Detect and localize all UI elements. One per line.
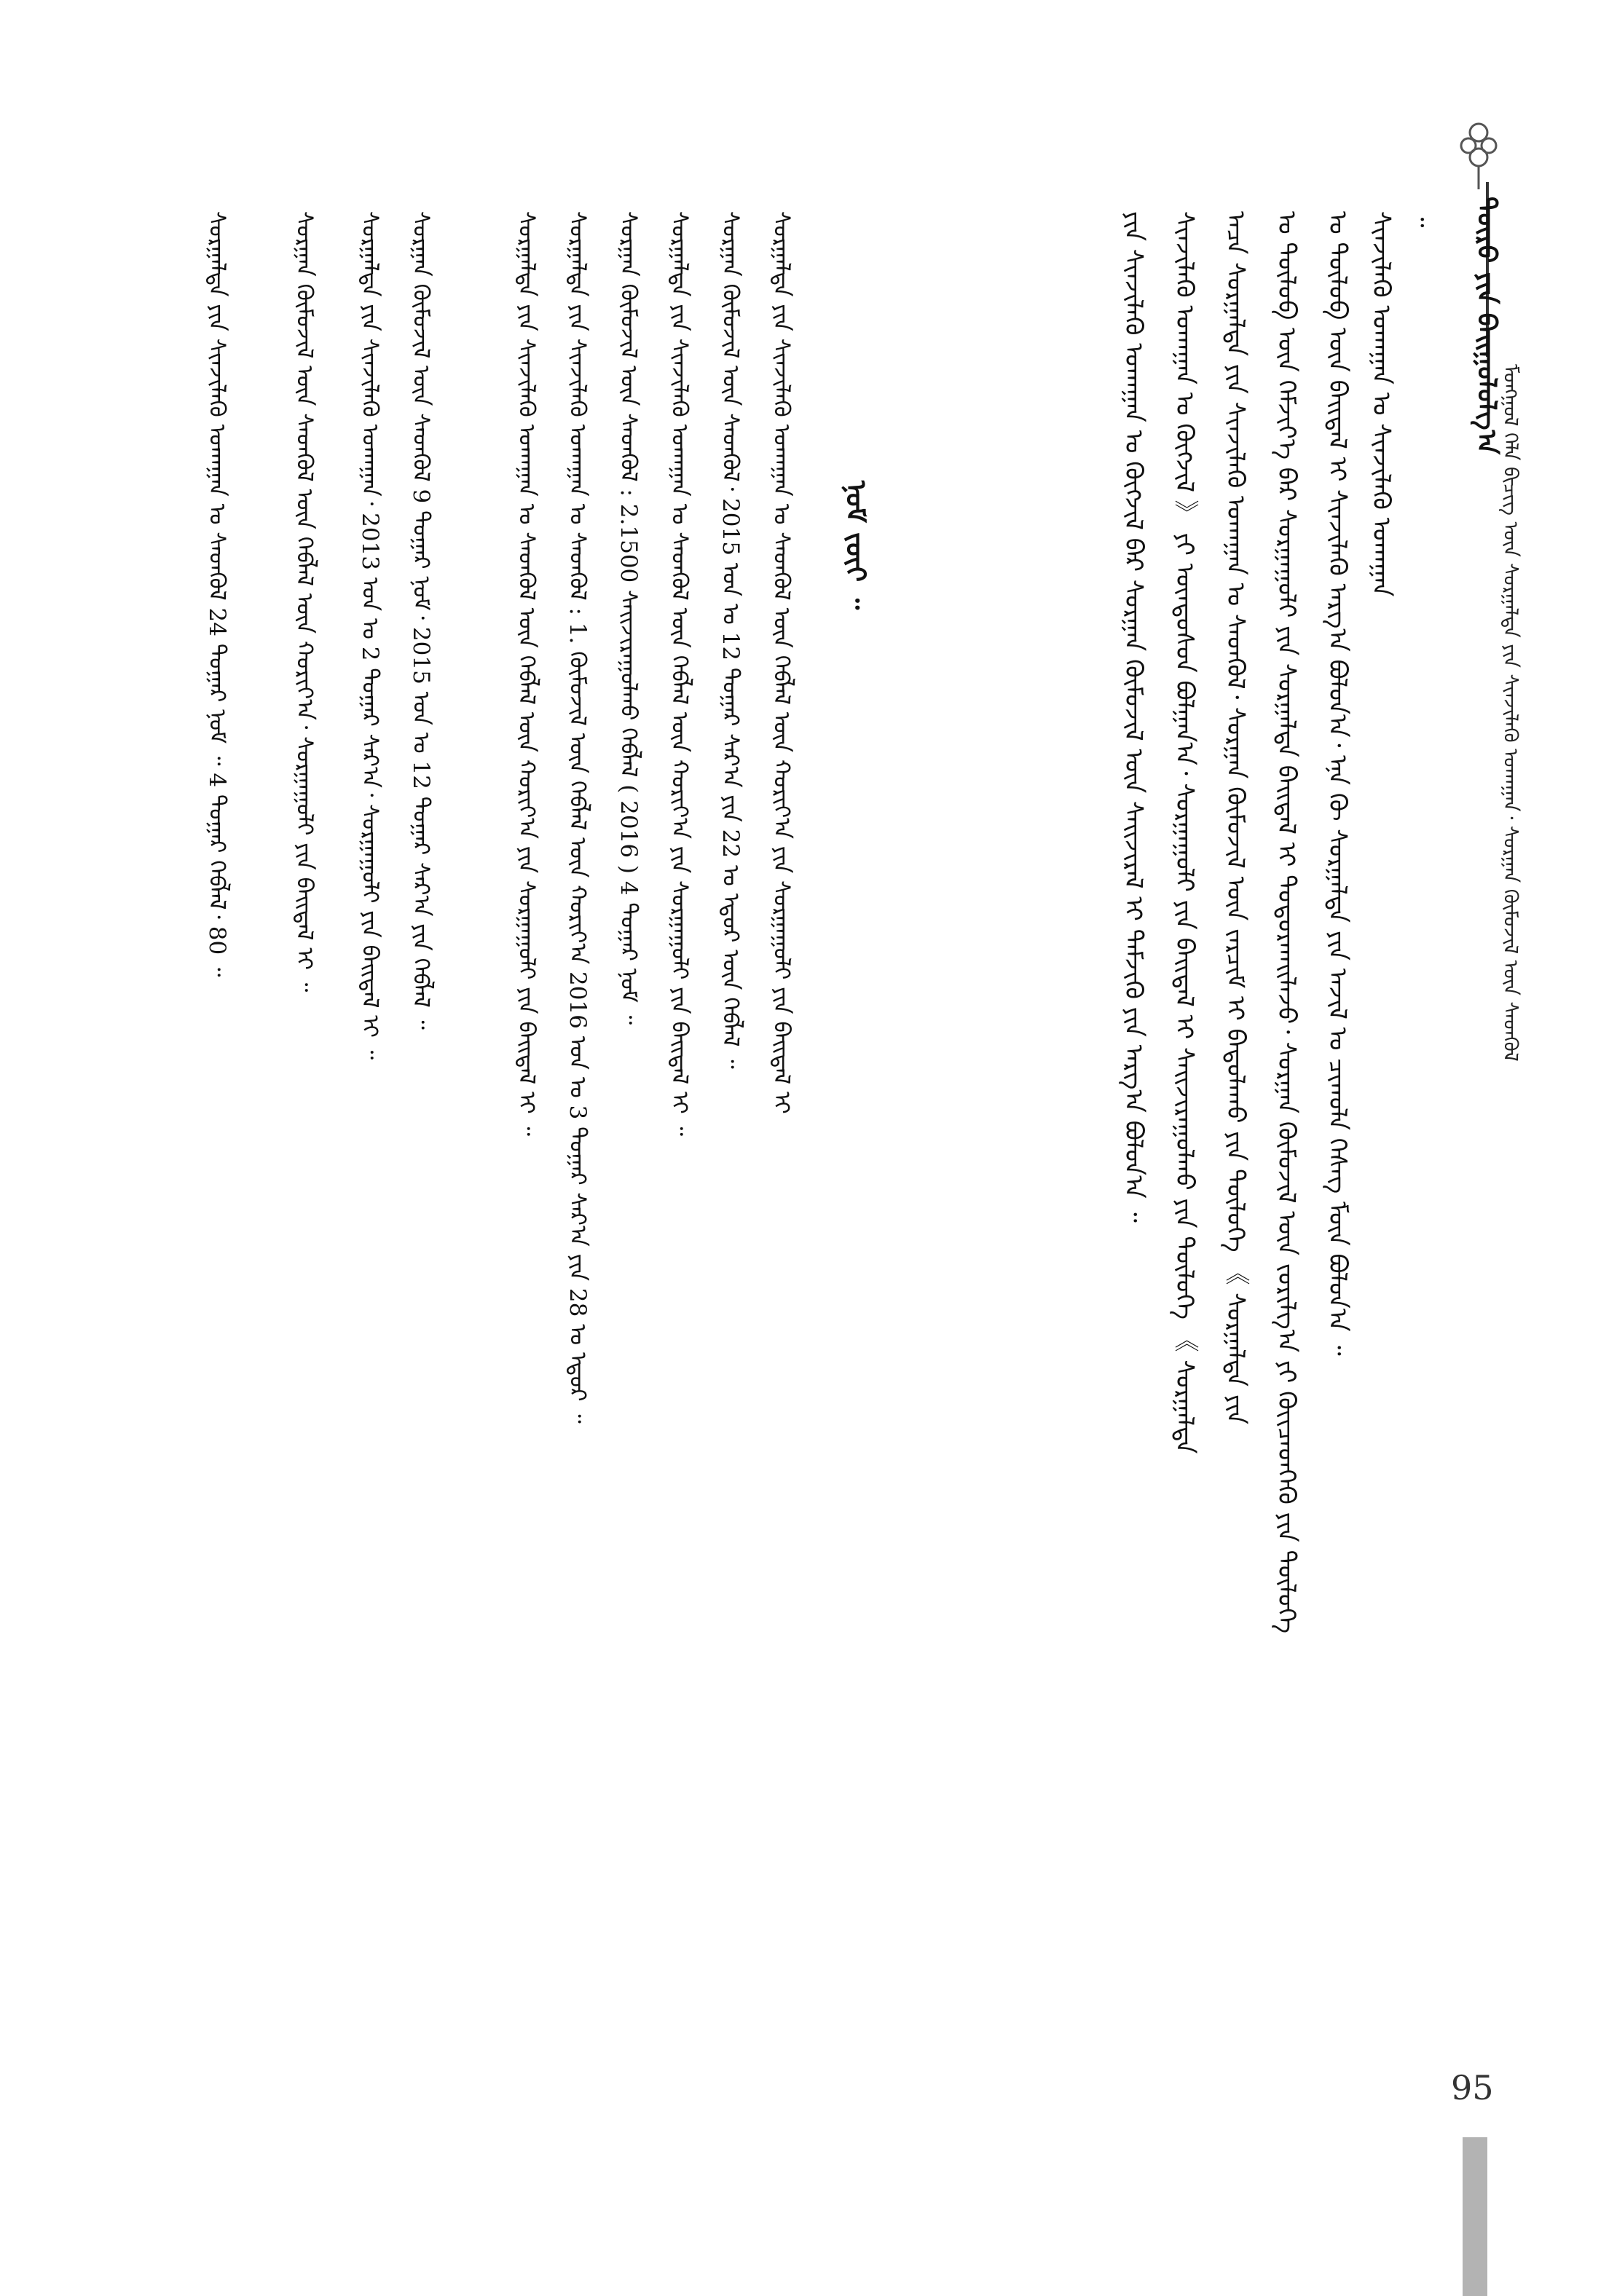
reference-line: ᠰᠤᠷᠭᠠᠯᠲᠠ ᠶᠢᠨ ᠰᠢᠨᠵᠢᠯᠡᠬᠦ ᠤᠬᠠᠭᠠᠨ ᠤ ᠰᠡᠳᠬᠦᠯ : 1. ᠬᠦᠮᠦᠵᠢᠯ ᠦᠨ ᠬᠡᠪᠯᠡᠯ ᠦᠨ ᠬᠣᠷᠢᠶ᠎ᠠ 2016 ᠣᠨ ᠤ 3 ᠳᠤᠭᠠᠷ ᠰᠠᠷ᠎ᠠ ᠶᠢᠨ 28 ᠤ ᠡᠳᠦᠷ ᠃: [564, 211, 591, 1424]
running-head: ᠮᠣᠩᠭᠣᠯ ᠬᠡᠯᠡ ᠪᠢᠴᠢᠭ᠌ ᠦᠨ ᠰᠤᠷᠭᠠᠯᠲᠠ ᠶᠢᠨ ᠰᠢᠨᠵᠢᠯᠡᠬᠦ ᠤᠬᠠᠭᠠᠨ᠂ ᠰᠤᠷᠭᠠᠨ ᠬᠦᠮᠦᠵᠢᠯ ᠦᠨ ᠰᠡᠳᠬᠦᠯ: [1499, 364, 1522, 1062]
body-line: ᠰᠢᠨᠵᠢᠯᠡᠬᠦ ᠤᠬᠠᠭᠠᠨ ᠤ ᠬᠥᠭᠵᠢᠯ 》 ᠶᠢ ᠦᠨᠳᠦᠰᠦᠨ ᠪᠣᠯᠭᠠᠨ᠎ᠠ᠂ ᠰᠤᠷᠭᠠᠭᠤᠯᠢ ᠶᠢᠨ ᠪᠠᠢᠳᠠᠯ ᠢ ᠰᠠᠢᠵᠢᠷᠠᠭᠤᠯᠬᠤ ᠶᠢᠨ ᠲᠥᠯᠦᠭᠡ 《 ᠰᠤᠷᠭᠠᠯᠲᠠ: [1170, 211, 1199, 1454]
paragraph-end-mark: ᠃: [1406, 211, 1435, 228]
reference-line: ᠰᠤᠷᠭᠠᠨ ᠬᠦᠮᠦᠵᠢᠯ ᠦᠨ ᠰᠡᠳᠬᠦᠯ᠂ 2015 ᠣᠨ ᠤ 12 ᠳᠤᠭᠠᠷ ᠰᠠᠷ᠎ᠠ ᠶᠢᠨ 22 ᠤ ᠡᠳᠦᠷ ᠦᠨ ᠬᠡᠪᠯᠡᠯ ᠃: [717, 211, 744, 1069]
body-line: ᠶᠢᠨ ᠰᠢᠨᠵᠢᠯᠡᠬᠦ ᠤᠬᠠᠭᠠᠨ ᠤ ᠬᠥᠭᠵᠢᠯ ᠪᠡᠷ ᠰᠤᠷᠭᠠᠨ ᠬᠦᠮᠦᠵᠢᠯ ᠦᠨ ᠰᠠᠢᠵᠢᠷᠠᠯ ᠢ ᠳᠡᠮᠵᠢᠬᠦ ᠶᠢᠨ ᠠᠷᠭ᠎ᠠ ᠪᠣᠯᠤᠨ᠎ᠠ ᠃: [1119, 211, 1148, 1223]
journal-title: ᠲᠥᠷᠦ ᠶᠢᠨ ᠪᠠᠢᠭᠤᠯᠤᠯᠭ᠎ᠠ: [1471, 197, 1502, 455]
body-line: ᠤ ᠲᠥᠯᠦᠪ ᠦᠨ ᠬᠡᠮᠵᠢᠶ᠎ᠡ ᠪᠡᠷ ᠰᠤᠷᠭᠠᠭᠤᠯᠢ ᠶᠢᠨ ᠰᠤᠷᠭᠠᠯᠲᠠ ᠪᠠᠢᠳᠠᠯ ᠢ ᠲᠣᠳᠣᠷᠬᠠᠢᠯᠠᠵᠤ᠂ ᠰᠤᠷᠭᠠᠨ ᠬᠦᠮᠦᠵᠢᠯ ᠦᠨ ᠵᠣᠷᠢᠯᠭ᠎ᠠ ᠶᠢ ᠭᠦᠢᠴᠡᠳᠬᠡᠬᠦ ᠶᠢᠨ ᠲᠥᠯᠦᠭᠡ: [1272, 211, 1301, 1634]
side-thumb-tab: [1463, 2137, 1487, 2296]
reference-line: ᠰᠤᠷᠭᠠᠯᠲᠠ ᠶᠢᠨ ᠰᠢᠨᠵᠢᠯᠡᠬᠦ ᠤᠬᠠᠭᠠᠨ ᠤ ᠰᠡᠳᠬᠦᠯ ᠦᠨ ᠬᠡᠪᠯᠡᠯ ᠦᠨ ᠬᠣᠷᠢᠶ᠎ᠠ ᠶᠢᠨ ᠰᠤᠷᠭᠠᠭᠤᠯᠢ ᠶᠢᠨ ᠪᠠᠢᠳᠠᠯ ᠢ ᠃: [514, 211, 540, 1137]
reference-line: ᠰᠤᠷᠭᠠᠨ ᠬᠦᠮᠦᠵᠢᠯ ᠦᠨ ᠰᠡᠳᠬᠦᠯ 9 ᠳᠤᠭᠠᠷ ᠨᠣᠮ᠂ 2015 ᠣᠨ ᠤ 12 ᠳᠤᠭᠠᠷ ᠰᠠᠷ᠎ᠠ ᠶᠢᠨ ᠬᠡᠪᠯᠡᠯ ᠃: [408, 211, 434, 1030]
decorative-knot-ornament: [1449, 117, 1508, 189]
body-line: ᠤ ᠲᠥᠯᠦᠪ ᠦᠨ ᠪᠠᠢᠳᠠᠯ ᠢ ᠰᠢᠨᠵᠢᠯᠡᠬᠦ ᠠᠷᠭ᠎ᠠ ᠪᠣᠯᠤᠨ᠎ᠠ᠂ ᠡᠨᠡ ᠬᠦ ᠰᠤᠷᠭᠠᠯᠲᠠ ᠶᠢᠨ ᠠᠵᠢᠯ ᠤ ᠴᠢᠬᠤᠯᠠ ᠬᠡᠰᠡᠭ ᠮᠥᠨ ᠪᠣᠯᠤᠨ᠎ᠠ ᠃: [1323, 211, 1352, 1356]
page-number: 95: [1451, 2068, 1494, 2107]
body-line: ᠠᠴᠠ ᠰᠤᠷᠭᠠᠯᠲᠠ ᠶᠢᠨ ᠰᠢᠨᠵᠢᠯᠡᠬᠦ ᠤᠬᠠᠭᠠᠨ ᠤ ᠰᠡᠳᠬᠦᠯ᠂ ᠰᠤᠷᠭᠠᠨ ᠬᠦᠮᠦᠵᠢᠯ ᠦᠨ ᠵᠠᠷᠴᠢᠮ ᠢ ᠪᠠᠲᠤᠯᠠᠬᠤ ᠶᠢᠨ ᠲᠥᠯᠦᠭᠡ 《 ᠰᠤᠷᠭᠠᠯᠲᠠ ᠶᠢᠨ: [1221, 211, 1250, 1425]
reference-line: ᠰᠤᠷᠭᠠᠯᠲᠠ ᠶᠢᠨ ᠰᠢᠨᠵᠢᠯᠡᠬᠦ ᠤᠬᠠᠭᠠᠨ ᠤ ᠰᠡᠳᠬᠦᠯ ᠦᠨ ᠬᠡᠪᠯᠡᠯ ᠦᠨ ᠬᠣᠷᠢᠶ᠎ᠠ ᠶᠢᠨ ᠰᠤᠷᠭᠠᠭᠤᠯᠢ ᠶᠢᠨ ᠪᠠᠢᠳᠠᠯ ᠢ: [768, 211, 795, 1114]
section-heading-references: ᠨᠣᠮ ᠵᠦᠢ ᠃: [840, 481, 873, 610]
reference-line: ᠰᠤᠷᠭᠠᠨ ᠬᠦᠮᠦᠵᠢᠯ ᠦᠨ ᠰᠡᠳᠬᠦᠯ : 2.1500 ᠰᠠᠢᠵᠢᠷᠠᠭᠤᠯᠬᠤ ᠬᠡᠪᠯᠡᠯ ( 2016 ) 4 ᠳᠤᠭᠠᠷ ᠨᠣᠮ ᠃: [615, 211, 642, 1025]
body-line: ᠰᠢᠨᠵᠢᠯᠡᠬᠦ ᠤᠬᠠᠭᠠᠨ ᠤ ᠰᠢᠨᠵᠢᠯᠡᠬᠦ ᠤᠬᠠᠭᠠᠨ: [1366, 211, 1396, 597]
reference-line: ᠰᠤᠷᠭᠠᠯᠲᠠ ᠶᠢᠨ ᠰᠢᠨᠵᠢᠯᠡᠬᠦ ᠤᠬᠠᠭᠠᠨ ᠤ ᠰᠡᠳᠬᠦᠯ 24 ᠳᠤᠭᠠᠷ ᠨᠣᠮ ᠃ 4 ᠳᠤᠭᠠᠷ ᠬᠡᠪᠯᠡᠯ᠂ 80 ᠃: [204, 211, 230, 977]
reference-line: ᠰᠤᠷᠭᠠᠯᠲᠠ ᠶᠢᠨ ᠰᠢᠨᠵᠢᠯᠡᠬᠦ ᠤᠬᠠᠭᠠᠨ ᠤ ᠰᠡᠳᠬᠦᠯ ᠦᠨ ᠬᠡᠪᠯᠡᠯ ᠦᠨ ᠬᠣᠷᠢᠶ᠎ᠠ ᠶᠢᠨ ᠰᠤᠷᠭᠠᠭᠤᠯᠢ ᠶᠢᠨ ᠪᠠᠢᠳᠠᠯ ᠢ ᠃: [666, 211, 693, 1137]
reference-line: ᠰᠤᠷᠭᠠᠨ ᠬᠦᠮᠦᠵᠢᠯ ᠦᠨ ᠰᠡᠳᠬᠦᠯ ᠦᠨ ᠬᠡᠪᠯᠡᠯ ᠦᠨ ᠬᠣᠷᠢᠶ᠎ᠠ᠂ ᠰᠤᠷᠭᠠᠭᠤᠯᠢ ᠶᠢᠨ ᠪᠠᠢᠳᠠᠯ ᠢ ᠃: [291, 211, 318, 993]
reference-line: ᠰᠤᠷᠭᠠᠯᠲᠠ ᠶᠢᠨ ᠰᠢᠨᠵᠢᠯᠡᠬᠦ ᠤᠬᠠᠭᠠᠨ᠂ 2013 ᠣᠨ ᠤ 2 ᠳᠤᠭᠠᠷ ᠰᠠᠷ᠎ᠠ᠂ ᠰᠤᠷᠭᠠᠭᠤᠯᠢ ᠶᠢᠨ ᠪᠠᠢᠳᠠᠯ ᠢ ᠃: [357, 211, 383, 1060]
